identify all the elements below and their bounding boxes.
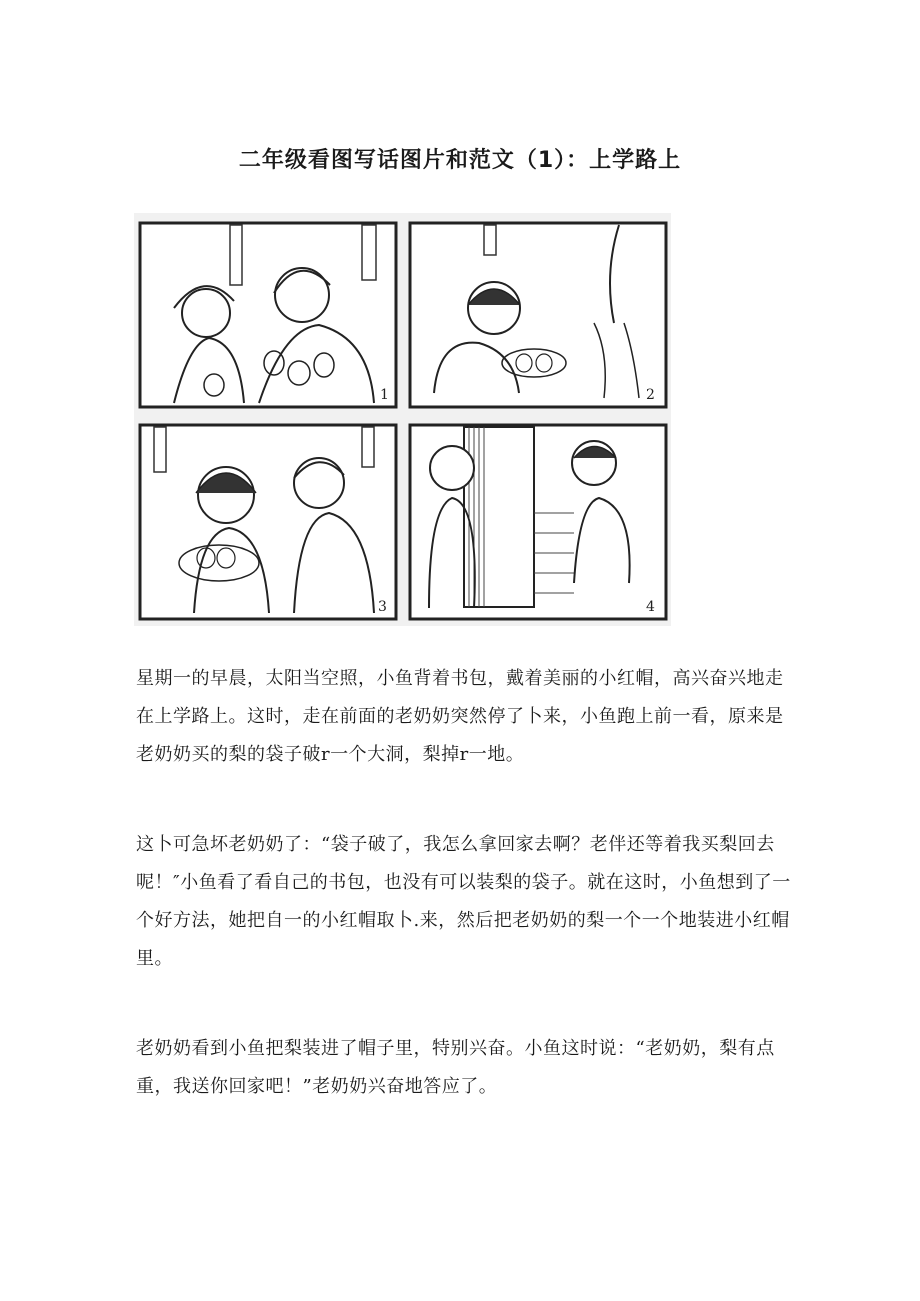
comic-panel-2 <box>410 223 666 407</box>
comic-panel-number: 3 <box>378 599 387 615</box>
essay-paragraph-3: 老奶奶看到小鱼把梨装进了帽子里，特别兴奋。小鱼这时说：“老奶奶，梨有点重，我送你回家吧！”老奶奶兴奋地答应了。 <box>136 1038 775 1097</box>
comic-panel-number: 2 <box>646 387 655 403</box>
comic-illustration <box>134 213 671 626</box>
comic-panel-3 <box>140 425 396 619</box>
comic-panel-number: 1 <box>380 387 389 403</box>
essay-paragraph-1: 星期一的早晨，太阳当空照，小鱼背着书包，戴着美丽的小红帽，高兴奋兴地走在上学路上。这时，走在前面的老奶奶突然停了卜来，小鱼跑上前一看，原来是老奶奶买的梨的袋子破r一个大洞，梨掉r一地。 <box>136 668 784 765</box>
page-title: 二年级看图写话图片和范文（1）：上学路上 <box>238 147 682 173</box>
comic-panel-1 <box>140 223 396 407</box>
comic-panel-4 <box>410 425 666 619</box>
comic-panel-number: 4 <box>646 599 655 615</box>
essay-paragraph-2: 这卜可急坏老奶奶了：“袋子破了，我怎么拿回家去啊？老伴还等着我买梨回去呢！″小鱼看了看自己的书包，也没有可以装梨的袋子。就在这时，小鱼想到了一个好方法，她把自一的小红帽取卜.来，然后把老奶奶的梨一个一个地装进小红帽里。 <box>136 834 791 969</box>
